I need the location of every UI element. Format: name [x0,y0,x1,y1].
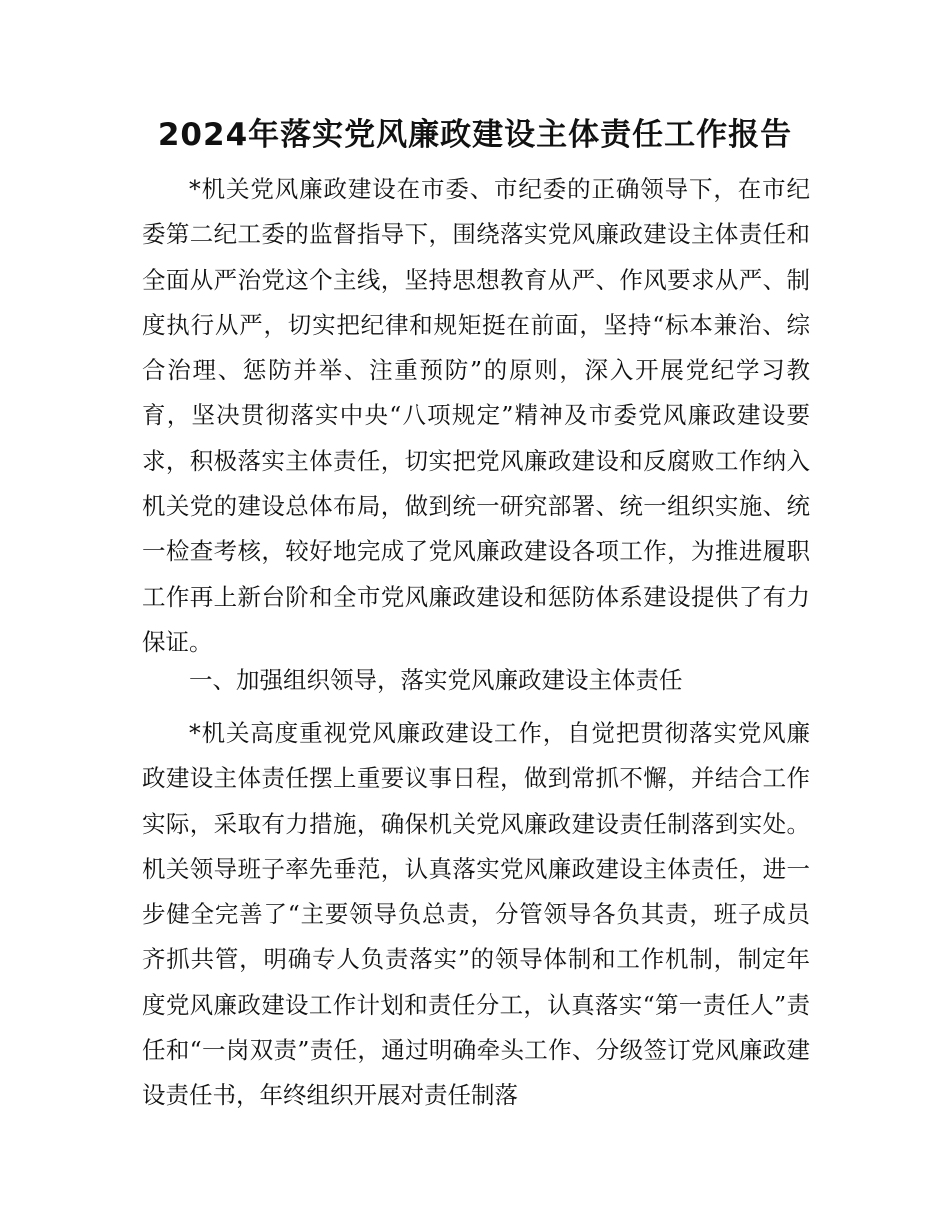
paragraph-section-1: *机关高度重视党风廉政建设工作，自觉把贯彻落实党风廉政建设主体责任摆上重要议事日程，做到常抓不懈，并结合工作实际，采取有力措施，确保机关党风廉政建设责任制落到实处。机关领导班子率先垂范，认真落实党风廉政建设主体责任，进一步健全完善了“主要领导负总责，分管领导各负其责，班子成员齐抓共管，明确专人负责落实”的领导体制和工作机制，制定年度党风廉政建设工作计划和责任分工，认真落实“第一责任人”责任和“一岗双责”责任，通过明确牵头工作、分级签订党风廉政建设责任书，年终组织开展对责任制落 [142,719,810,1110]
section-heading-1: 一、加强组织领导，落实党风廉政建设主体责任 [189,666,683,694]
document-title: 2024年落实党风廉政建设主体责任工作报告 [157,117,793,153]
paragraph-intro: *机关党风廉政建设在市委、市纪委的正确领导下，在市纪委第二纪工委的监督指导下，围绕落实党风廉政建设主体责任和全面从严治党这个主线，坚持思想教育从严、作风要求从严、制度执行从严，切实把纪律和规矩挺在前面，坚持“标本兼治、综合治理、惩防并举、注重预防”的原则，深入开展党纪学习教育，坚决贯彻落实中央“八项规定”精神及市委党风廉政建设要求，积极落实主体责任，切实把党风廉政建设和反腐败工作纳入机关党的建设总体布局，做到统一研究部署、统一组织实施、统一检查考核，较好地完成了党风廉政建设各项工作，为推进履职工作再上新台阶和全市党风廉政建设和惩防体系建设提供了有力保证。 [142,175,810,656]
